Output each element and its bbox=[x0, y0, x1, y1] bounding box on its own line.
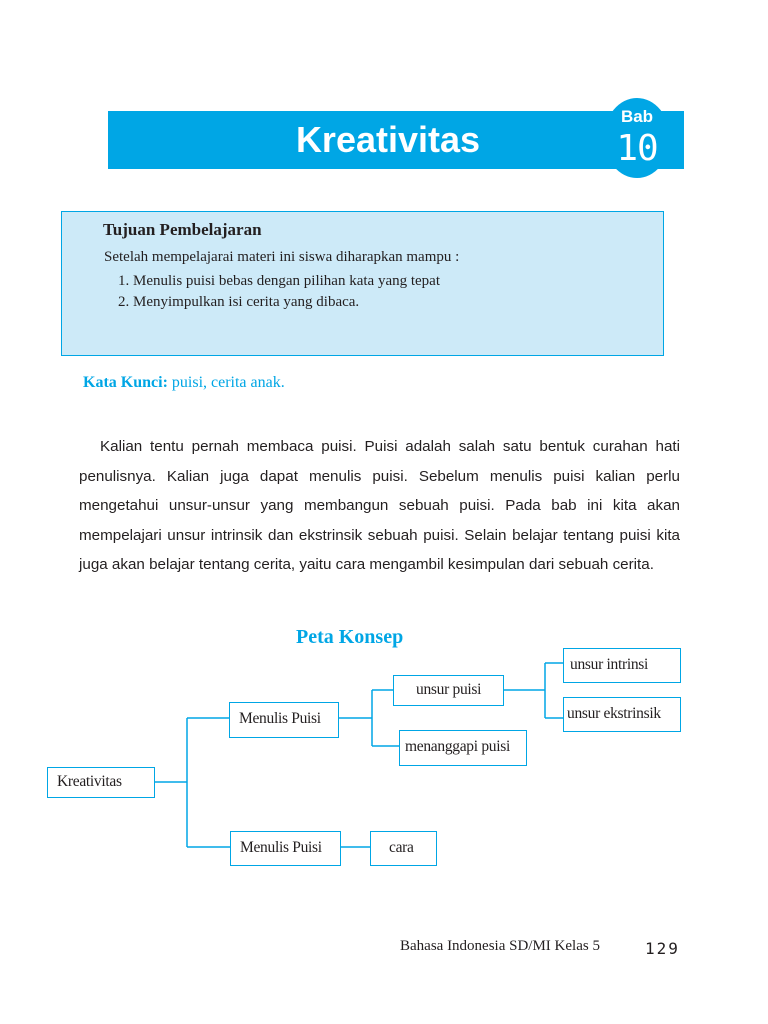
keywords-label: Kata Kunci: bbox=[83, 374, 168, 391]
bab-number: 10 bbox=[616, 128, 658, 169]
objective-item: 2. Menyimpulkan isi cerita yang dibaca. bbox=[118, 294, 360, 310]
node-unsur-puisi: unsur puisi bbox=[393, 675, 504, 706]
node-cara: cara bbox=[370, 831, 437, 866]
bab-label: Bab bbox=[620, 107, 654, 126]
objective-item: 1. Menulis puisi bebas dengan pilihan kata yang tepat bbox=[118, 273, 441, 289]
objectives-heading: Tujuan Pembelajaran bbox=[103, 220, 262, 239]
chapter-title: Kreativitas bbox=[295, 119, 481, 160]
concept-map-title: Peta Konsep bbox=[296, 626, 404, 648]
intro-paragraph: Kalian tentu pernah membaca puisi. Puisi adalah salah satu bentuk curahan hati penulisnya. Kalian juga dapat menulis puisi. Sebelum menulis puisi kalian perlu mengetahui unsur-unsur yang membangun sebuah puisi. Pada bab ini kita akan mempelajari unsur intrinsik dan ekstrinsik sebuah puisi. Selain belajar tentang puisi kita juga akan belajar tentang cerita, yaitu cara mengambil kesimpulan dari sebuah cerita. bbox=[79, 438, 680, 573]
objectives-intro: Setelah mempelajarai materi ini siswa diharapkan mampu : bbox=[104, 249, 460, 265]
node-kreativitas: Kreativitas bbox=[47, 767, 155, 798]
page-number: 129 bbox=[645, 939, 680, 958]
node-menulis-puisi-2: Menulis Puisi bbox=[230, 831, 341, 866]
node-menulis-puisi-1: Menulis Puisi bbox=[229, 702, 339, 738]
node-unsur-ekstrinsik: unsur ekstrinsik bbox=[563, 697, 681, 732]
node-menanggapi-puisi: menanggapi puisi bbox=[399, 730, 527, 766]
node-unsur-intrinsi: unsur intrinsi bbox=[563, 648, 681, 683]
keywords-value: puisi, cerita anak. bbox=[171, 374, 285, 391]
footer-book-title: Bahasa Indonesia SD/MI Kelas 5 bbox=[400, 938, 600, 954]
